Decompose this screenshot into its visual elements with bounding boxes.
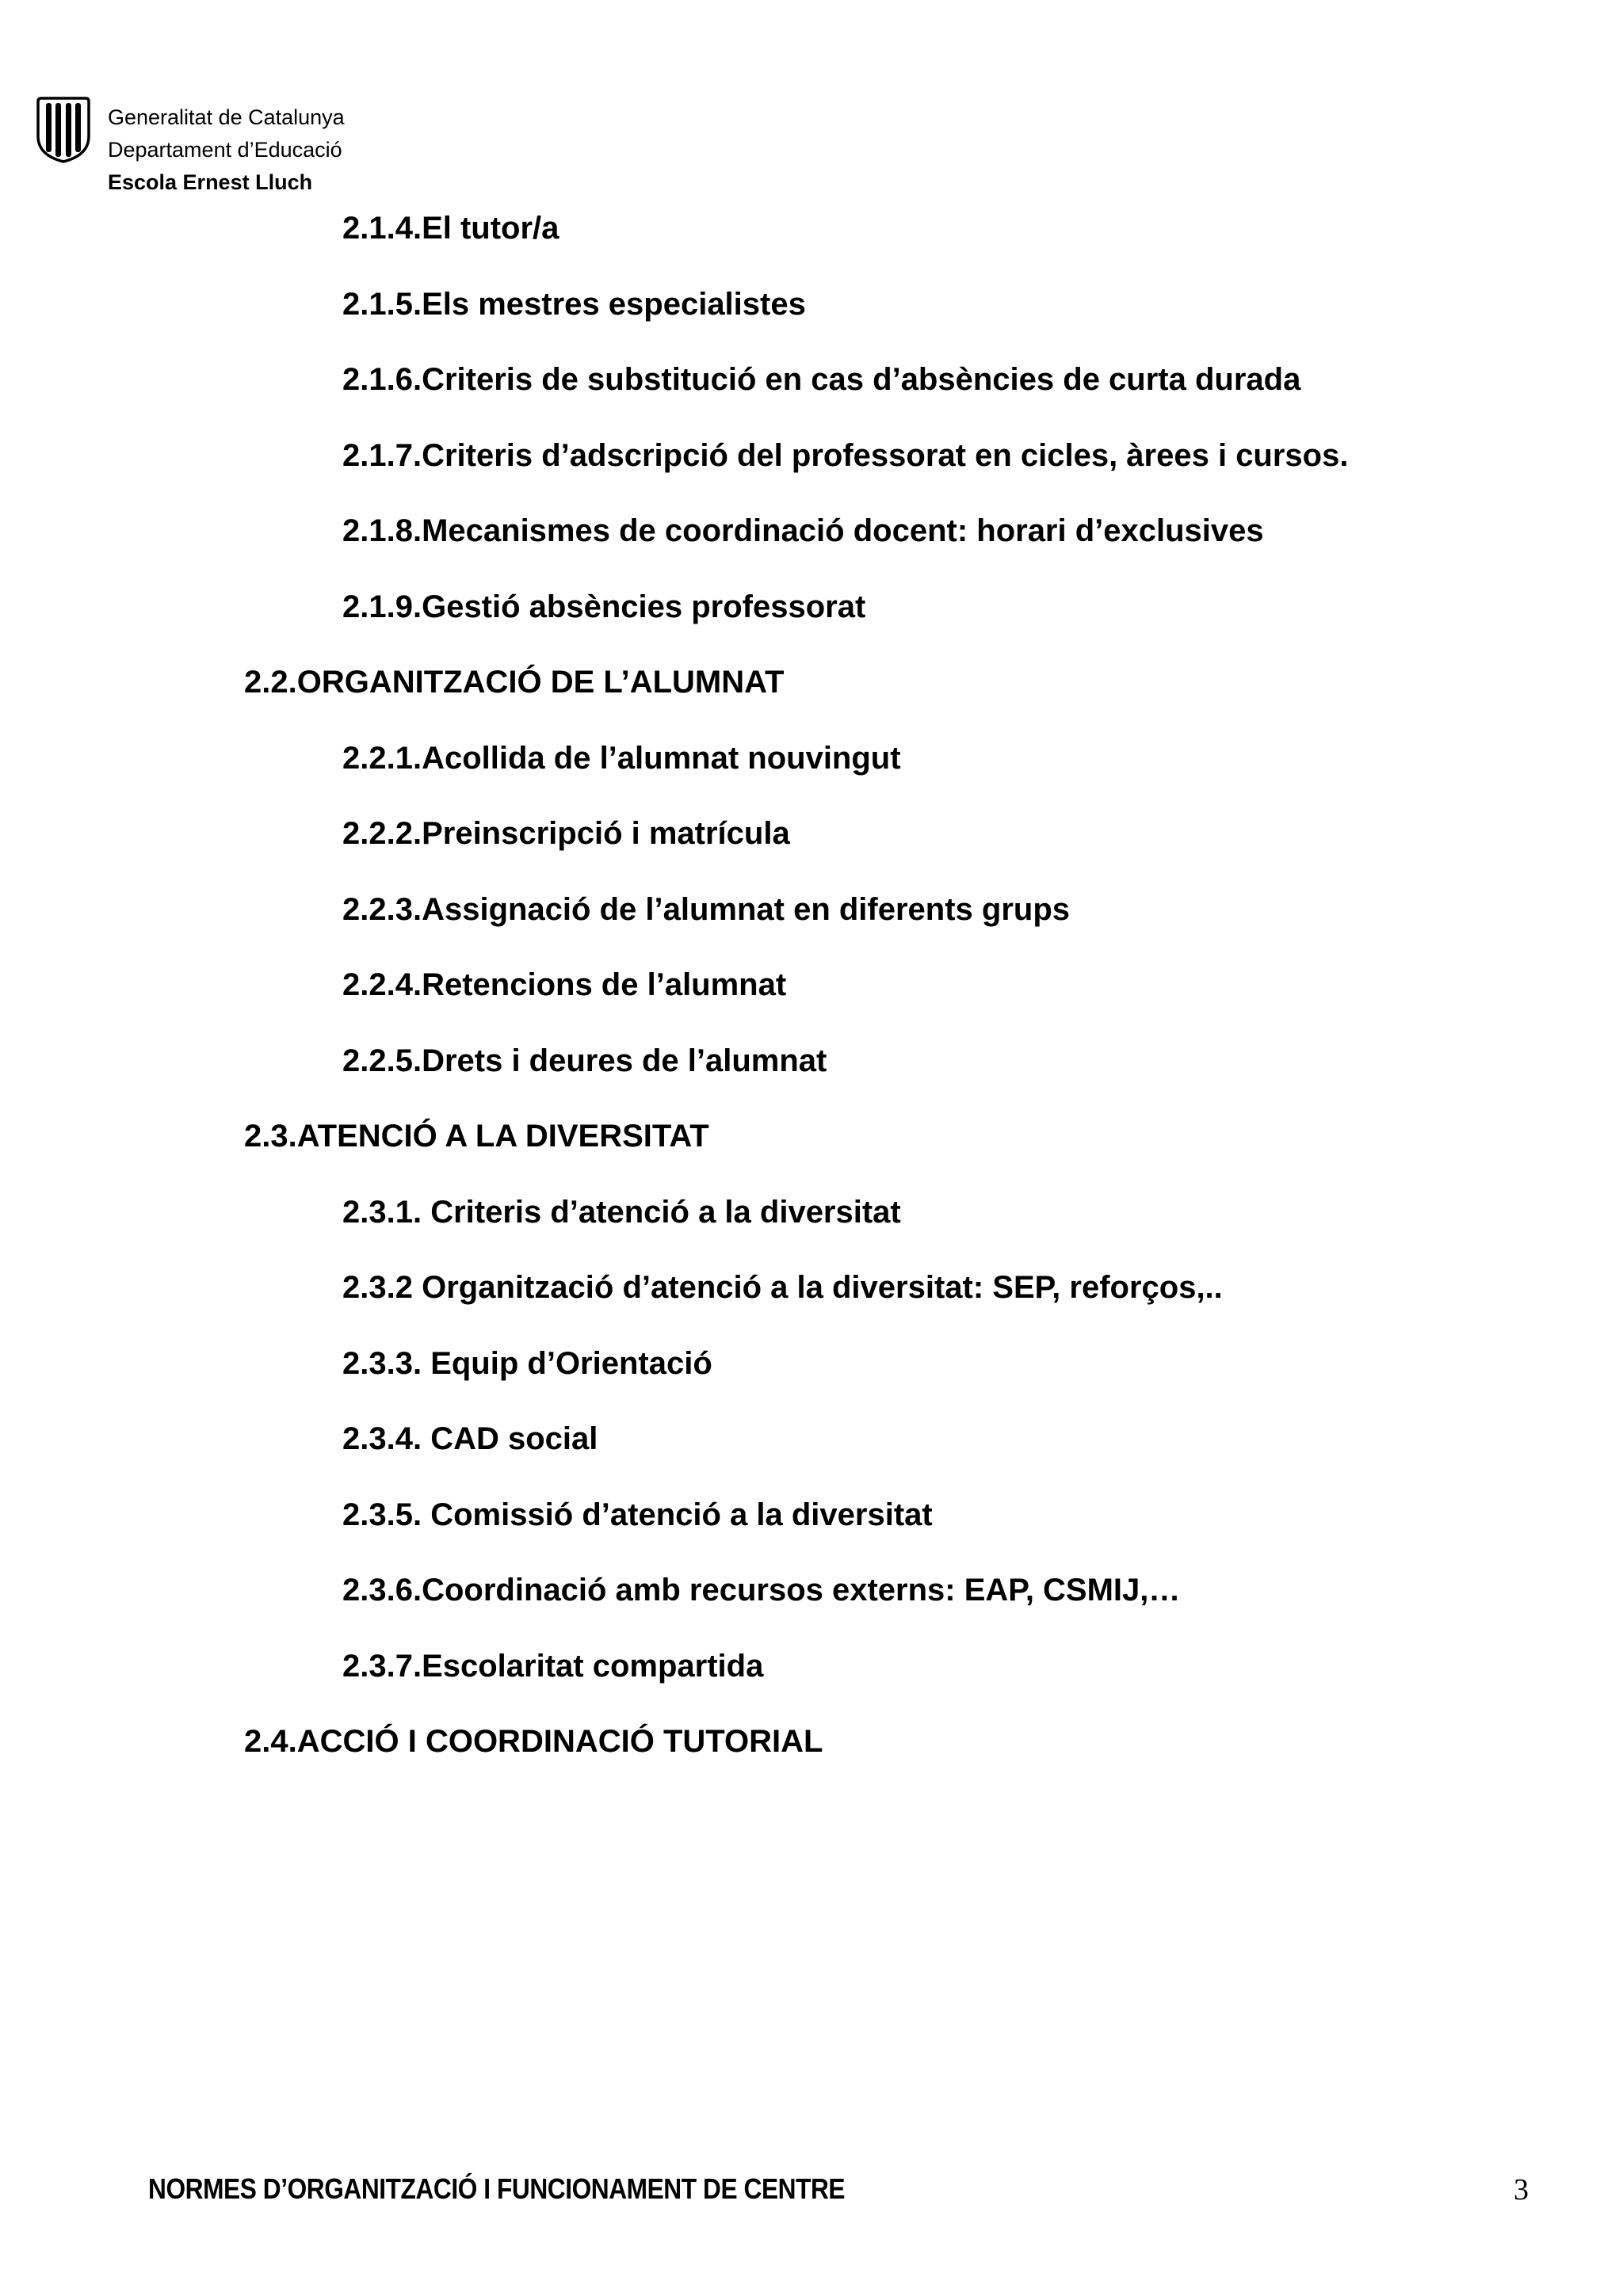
toc-entry: 2.1.6.Criteris de substitució en cas d’absències de curta durada (342, 362, 1301, 397)
document-header (35, 97, 447, 200)
toc-entry: 2.1.5.Els mestres especialistes (342, 287, 806, 322)
toc-entry: 2.2.2.Preinscripció i matrícula (342, 816, 790, 851)
toc-entry: 2.3.6.Coordinació amb recursos externs: EAP, CSMIJ,… (342, 1573, 1181, 1608)
toc-entry: 2.3.5. Comissió d’atenció a la diversitat (342, 1497, 933, 1532)
organization-lines (108, 101, 345, 199)
toc-entry: 2.2.1.Acollida de l’alumnat nouvingut (342, 741, 901, 776)
toc-section-heading: 2.4.ACCIÓ I COORDINACIÓ TUTORIAL (244, 1724, 823, 1759)
school-name: Escola Ernest Lluch (108, 170, 313, 194)
footer-document-title: NORMES D’ORGANITZACIÓ I FUNCIONAMENT DE CENTRE (148, 2172, 846, 2205)
toc-entry: 2.2.5.Drets i deures de l’alumnat (342, 1043, 827, 1078)
toc-section-heading: 2.2.ORGANITZACIÓ DE L’ALUMNAT (244, 665, 785, 700)
page-number: 3 (1514, 2173, 1529, 2206)
toc-entry: 2.3.2 Organització d’atenció a la diversitat: SEP, reforços,.. (342, 1270, 1223, 1305)
toc-entry: 2.1.9.Gestió absències professorat (342, 589, 866, 624)
toc-entry: 2.3.4. CAD social (342, 1421, 598, 1456)
toc-entry: 2.3.1. Criteris d’atenció a la diversitat (342, 1195, 901, 1230)
toc-entry: 2.2.3.Assignació de l’alumnat en diferents grups (342, 892, 1071, 927)
toc-entry: 2.3.7.Escolaritat compartida (342, 1649, 764, 1684)
toc-section-heading: 2.3.ATENCIÓ A LA DIVERSITAT (244, 1119, 709, 1154)
toc-entry: 2.1.7.Criteris d’adscripció del professorat en cicles, àrees i cursos. (342, 438, 1349, 473)
toc-entry: 2.2.4.Retencions de l’alumnat (342, 967, 787, 1002)
toc-entry: 2.3.3. Equip d’Orientació (342, 1346, 712, 1381)
government-name: Generalitat de Catalunya (108, 105, 345, 129)
toc-entry: 2.1.8.Mecanismes de coordinació docent: horari d’exclusives (342, 513, 1264, 548)
department-name: Departament d’Educació (108, 138, 342, 162)
toc-entry: 2.1.4.El tutor/a (342, 211, 559, 246)
catalan-coat-of-arms-icon (35, 97, 92, 163)
